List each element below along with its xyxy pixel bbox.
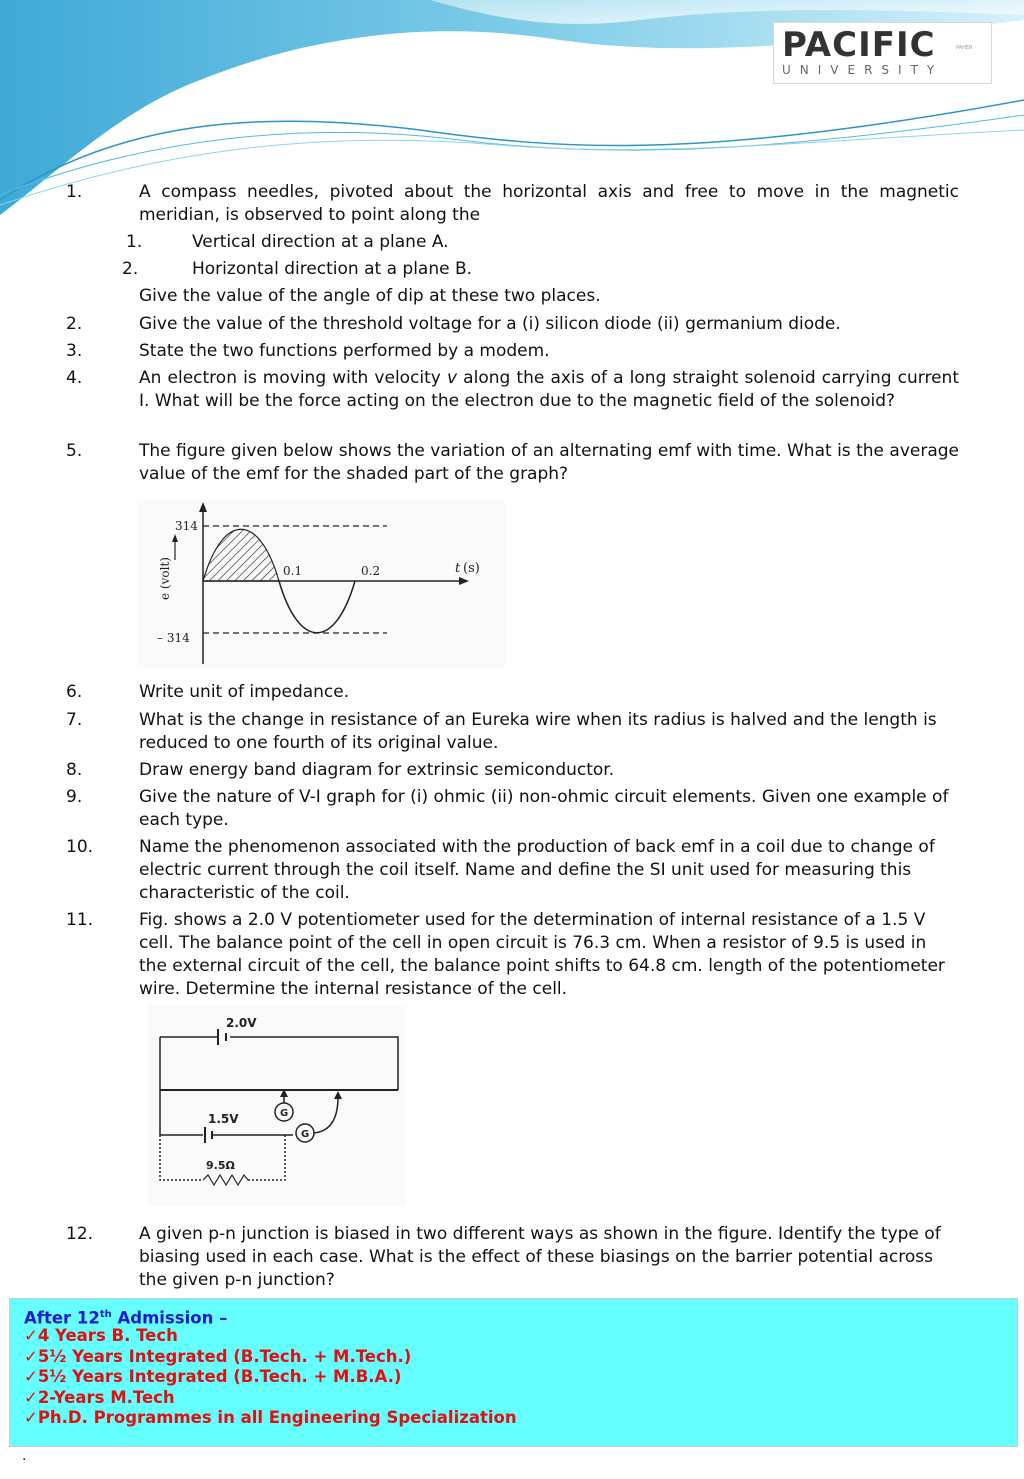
question-text: Draw energy band diagram for extrinsic semiconductor. xyxy=(139,760,615,780)
ylabel-arrowhead xyxy=(172,534,178,542)
heading-text: After 12 xyxy=(24,1308,100,1328)
velocity-symbol: v xyxy=(447,368,458,388)
emf-time-graph xyxy=(137,500,505,668)
logo-name: PACIFIC xyxy=(782,25,936,65)
question-number: 12. xyxy=(66,1224,94,1244)
question-number: 11. xyxy=(66,910,94,930)
wire-top-right xyxy=(230,1037,398,1090)
negative-half-cycle xyxy=(279,581,355,633)
question-text: Write unit of impedance. xyxy=(139,682,350,702)
question-number: 9. xyxy=(66,787,83,807)
question-text: A given p-n junction is biased in two different ways as shown in the figure. Identify the type of biasing used in each case. What is the effect of these biasings on the barrier potential across the given p-n junction? xyxy=(139,1224,941,1290)
resistor-symbol xyxy=(203,1175,248,1185)
admission-info-box xyxy=(9,1298,1018,1447)
y-axis-label: e (volt) xyxy=(158,557,172,600)
resistor-label: 9.5Ω xyxy=(206,1159,235,1172)
galvanometer-2-label: G xyxy=(301,1129,310,1140)
question-number: 3. xyxy=(66,341,83,361)
question-number: 6. xyxy=(66,682,83,702)
page-marker: . xyxy=(22,1448,27,1464)
x-axis-variable: t xyxy=(455,561,461,576)
text-part: along the axis of a long straight solenoid carrying current I. What will be the force acting on the electron due to the magnetic field of the solenoid? xyxy=(139,368,959,411)
question-number: 8. xyxy=(66,760,83,780)
shaded-half-cycle xyxy=(203,529,279,581)
wire-lower-left xyxy=(160,1090,203,1135)
logo-tiny-text: PAHER xyxy=(956,45,973,51)
y-tick-top: 314 xyxy=(175,519,198,533)
y-axis-arrow xyxy=(199,502,207,512)
question-number: 5. xyxy=(66,441,83,461)
jockey-2 xyxy=(314,1097,338,1133)
question-text: What is the change in resistance of an Eureka wire when its radius is halved and the length is reduced to one fourth of its original value. xyxy=(139,710,937,753)
x-axis-unit: (s) xyxy=(463,561,480,576)
logo-subtitle: UNIVERSITY xyxy=(782,63,944,77)
program-item: ✓4 Years B. Tech xyxy=(24,1326,178,1345)
heading-superscript: th xyxy=(99,1309,112,1320)
question-number: 7. xyxy=(66,710,83,730)
follow-up-text: Give the value of the angle of dip at these two places. xyxy=(139,286,601,306)
test-cell-label: 1.5V xyxy=(208,1112,239,1126)
question-text: State the two functions performed by a modem. xyxy=(139,341,550,361)
question-text xyxy=(139,367,959,413)
question-text: Fig. shows a 2.0 V potentiometer used for the determination of internal resistance of a 1.5 V cell. The balance point of the cell in open circuit is 76.3 cm. When a resistor of 9.5 is used in the external circuit of the cell, the balance point shifts to 64.8 cm. length of the potentiometer wire. Determine the internal resistance of the cell. xyxy=(139,910,945,999)
question-number: 4. xyxy=(66,368,83,388)
program-item: ✓5½ Years Integrated (B.Tech. + M.B.A.) xyxy=(24,1367,402,1386)
question-text: Give the nature of V-I graph for (i) ohmic (ii) non-ohmic circuit elements. Given one example of each type. xyxy=(139,787,949,830)
wire-resistor-left xyxy=(160,1135,203,1180)
heading-text-end: Admission – xyxy=(111,1308,228,1328)
potentiometer-circuit xyxy=(148,1005,406,1205)
program-item: ✓Ph.D. Programmes in all Engineering Specialization xyxy=(24,1408,517,1427)
jockey-2-arrow xyxy=(334,1091,342,1099)
y-tick-bottom: – 314 xyxy=(157,631,190,645)
subitem-number: 2. xyxy=(122,259,139,279)
question-number: 2. xyxy=(66,314,83,334)
x-tick-1: 0.1 xyxy=(283,564,303,578)
subitem-text: Horizontal direction at a plane B. xyxy=(192,259,473,279)
subitem-number: 1. xyxy=(126,232,143,252)
program-item: ✓2-Years M.Tech xyxy=(24,1387,175,1407)
question-text: Give the value of the threshold voltage for a (i) silicon diode (ii) germanium diode. xyxy=(139,314,841,334)
university-logo xyxy=(773,22,992,84)
question-text: A compass needles, pivoted about the horizontal axis and free to move in the magnetic meridian, is observed to point along the xyxy=(139,182,959,225)
question-number: 10. xyxy=(66,837,94,857)
text-part: An electron is moving with velocity xyxy=(139,368,447,388)
x-tick-2: 0.2 xyxy=(361,564,381,578)
driver-cell-label: 2.0V xyxy=(226,1016,257,1030)
program-item: ✓5½ Years Integrated (B.Tech. + M.Tech.) xyxy=(24,1346,412,1366)
subitem-text: Vertical direction at a plane A. xyxy=(192,232,449,252)
x-axis-arrow xyxy=(459,577,469,585)
question-number: 1. xyxy=(66,182,83,202)
wire-resistor-right xyxy=(248,1135,285,1180)
question-text: Name the phenomenon associated with the production of back emf in a coil due to change of electric current through the coil itself. Name and define the SI unit used for measuring this characteristic of the coil. xyxy=(139,837,935,903)
galvanometer-1-label: G xyxy=(280,1108,289,1119)
question-text: The figure given below shows the variation of an alternating emf with time. What is the average value of the emf for the shaded part of the graph? xyxy=(139,441,959,484)
